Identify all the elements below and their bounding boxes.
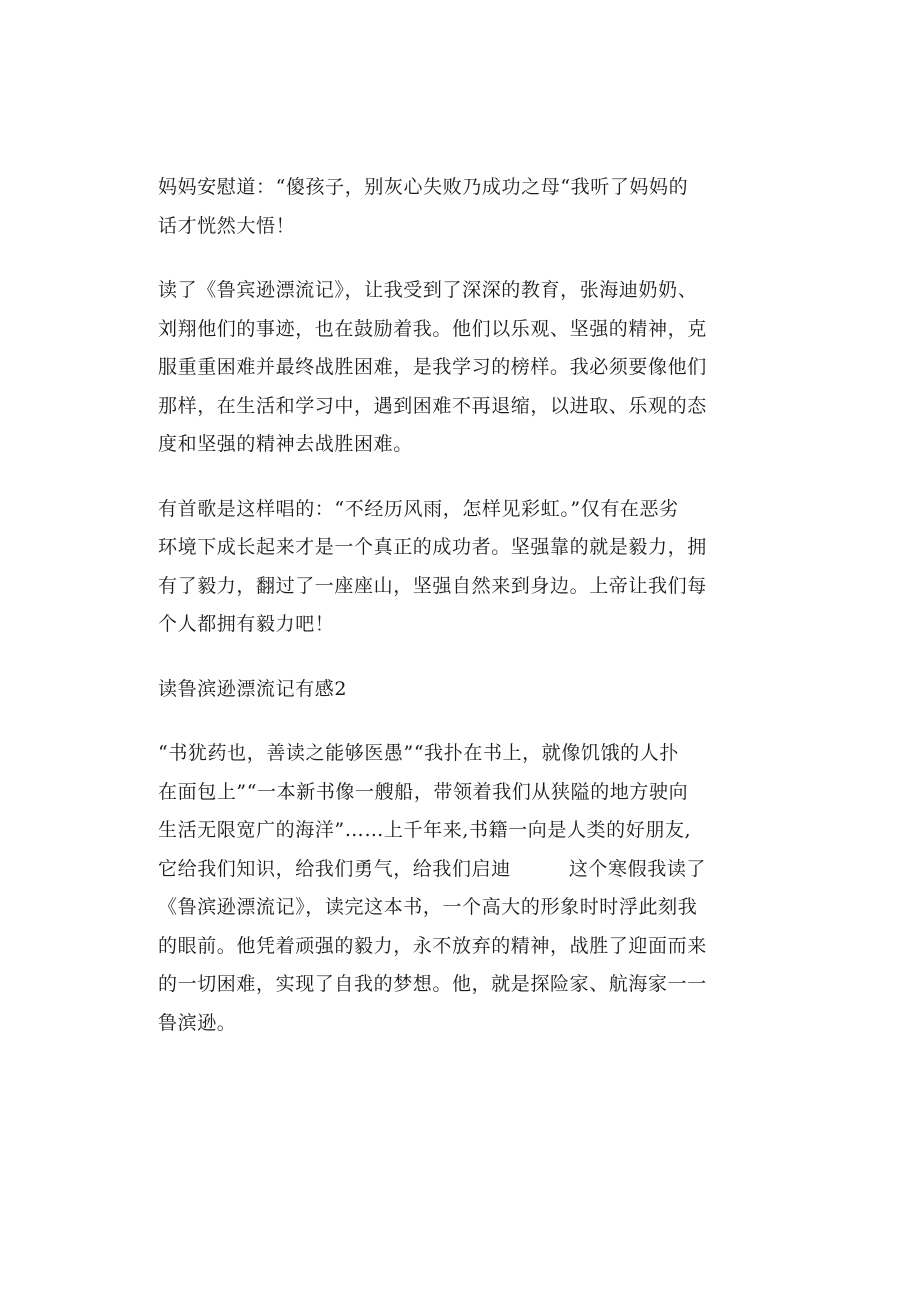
paragraph-mother-comfort	[158, 168, 770, 245]
paragraph-song	[158, 490, 770, 644]
text-line: 话才恍然大悟！	[158, 214, 296, 237]
text-line: 那样，在生活和学习中，遇到困难不再退缩，以进取、乐观的态	[158, 394, 707, 417]
text-line: 读了《鲁宾逊漂流记》，让我受到了深深的教育，张海迪奶奶、	[158, 279, 698, 301]
text-line: 在面包上”“一本新书像一艘船，带领着我们从狭隘的地方驶向	[158, 780, 689, 803]
text-line: 生活无限宽广的海洋”……上千年来,书籍一向是人类的好朋友,	[158, 819, 692, 841]
paragraph-reflection	[158, 271, 770, 464]
document-body	[158, 168, 770, 1068]
text-line: 《鲁滨逊漂流记》，读完这本书，一个高大的形象时时浮此刻我	[158, 896, 698, 918]
text-line-split	[158, 850, 770, 889]
text-line: 妈妈安慰道：“傻孩子，别灰心失败乃成功之母“我听了妈妈的	[158, 176, 689, 198]
text-line: 个人都拥有毅力吧！	[158, 613, 335, 635]
text-line: “书犹药也，善读之能够医愚”“我扑在书上，就像饥饿的人扑	[158, 742, 679, 764]
text-line: 鲁滨逊。	[158, 1011, 237, 1034]
paragraph-books	[158, 734, 770, 1042]
text-line: 有了毅力，翻过了一座座山，坚强自然来到身边。上帝让我们每	[158, 574, 707, 597]
text-segment: 这个寒假我读了	[568, 857, 707, 880]
text-line: 有首歌是这样唱的：“不经历风雨，怎样见彩虹。”仅有在恶劣	[158, 497, 679, 520]
text-line: 服重重困难并最终战胜困难，是我学习的榜样。我必须要像他们	[158, 356, 707, 378]
text-line: 环境下成长起来才是一个真正的成功者。坚强靠的就是毅力，拥	[158, 536, 707, 558]
text-segment: 它给我们知识，给我们勇气，给我们启迪	[158, 857, 511, 880]
text-line: 的眼前。他凭着顽强的毅力，永不放弃的精神，战胜了迎面而来	[158, 934, 707, 957]
section-heading: 读鲁滨逊漂流记有感2	[158, 677, 348, 700]
text-line: 度和坚强的精神去战胜困难。	[158, 433, 413, 455]
text-line: 的一切困难，实现了自我的梦想。他，就是探险家、航海家一一	[158, 973, 707, 995]
text-line: 刘翔他们的事迹，也在鼓励着我。他们以乐观、坚强的精神，克	[158, 317, 707, 340]
